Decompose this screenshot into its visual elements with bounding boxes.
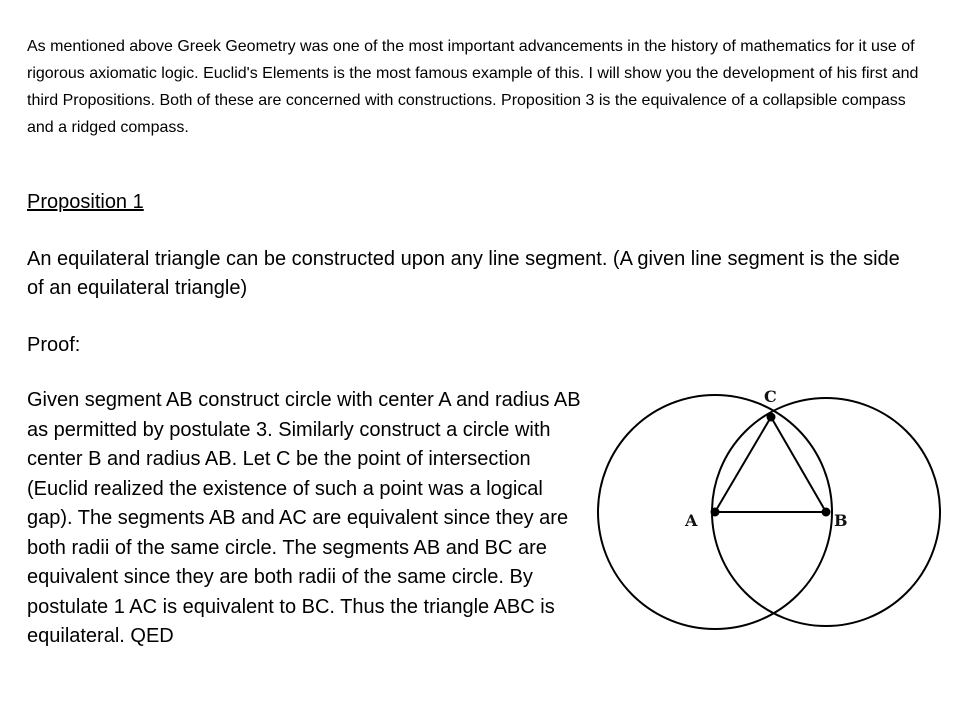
label-b: B: [834, 511, 848, 530]
label-c: C: [764, 387, 777, 406]
label-a: A: [685, 511, 698, 530]
construction-diagram: [590, 380, 950, 650]
proof-heading: Proof:: [27, 334, 81, 356]
proposition-statement: An equilateral triangle can be constructed upon any line segment. (A given line segment is the side of an equilateral triangle): [27, 248, 900, 299]
proposition-heading: Proposition 1: [27, 191, 144, 213]
point-a: [711, 508, 720, 517]
intro-paragraph: As mentioned above Greek Geometry was one of the most important advancements in the history of mathematics for it use of rigorous axiomatic logic. Euclid's Elements is the most famous example of this. I will show you the development of his first and third Propositions. Both of these are concerned with constructions. Proposition 3 is the equivalence of a collapsible compass and a ridged compass.: [27, 38, 919, 136]
construction-figure: [590, 380, 950, 650]
point-b: [822, 508, 831, 517]
proof-body: Given segment AB construct circle with center A and radius AB as permitted by postulate 3. Similarly construct a circle with center B and radius AB. Let C be the point of intersection (Euclid realized the existence of such a point was a logical gap). The segments AB and AC are equivalent since they are both radii of the same circle. The segments AB and BC are equivalent since they are both radii of the same circle. By postulate 1 AC is equivalent to BC. Thus the triangle ABC is equilateral. QED: [27, 389, 581, 647]
point-c: [767, 413, 776, 422]
